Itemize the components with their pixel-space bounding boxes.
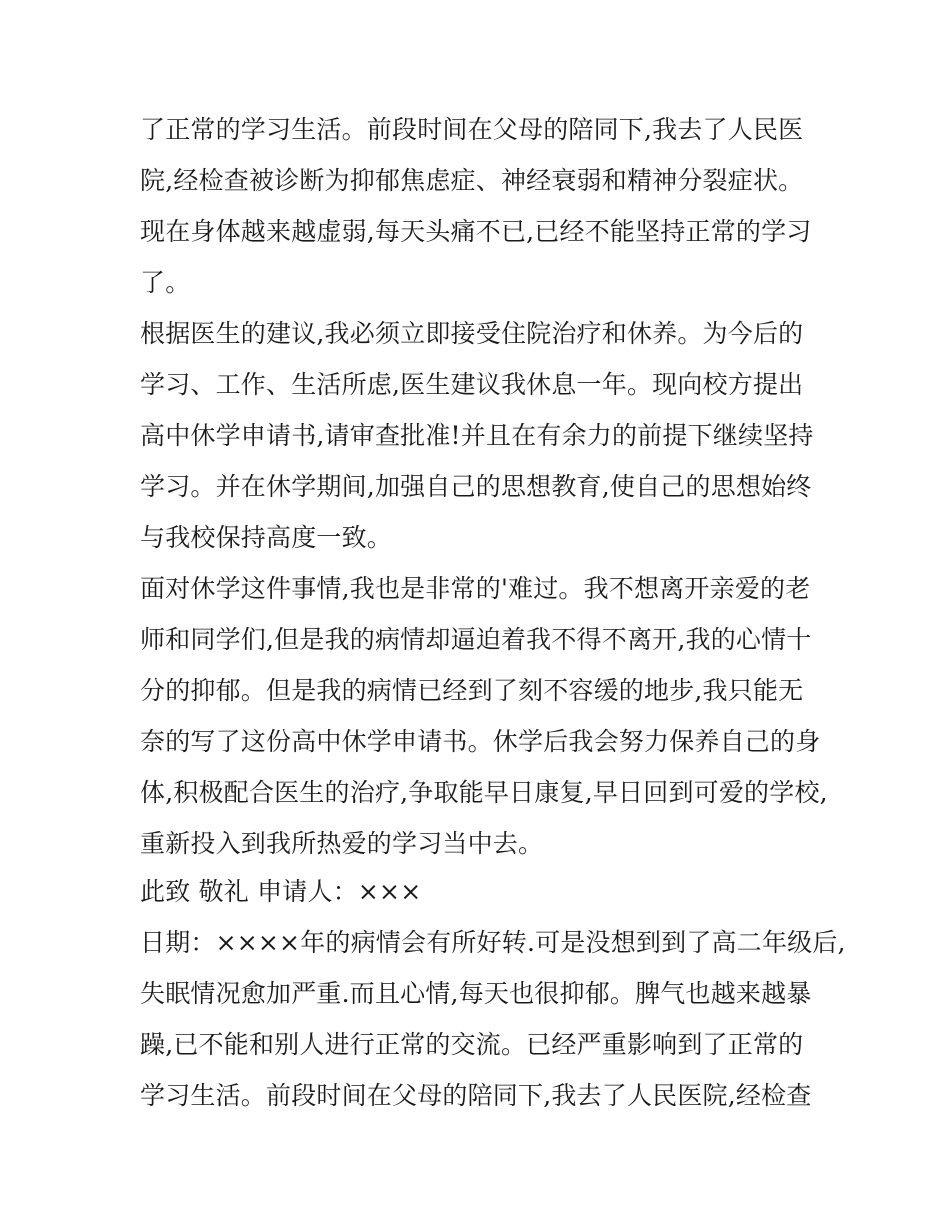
text-line: 学习生活。前段时间在父母的陪同下,我去了人民医院,经检查 <box>140 1081 812 1110</box>
text-line: 与我校保持高度一致。 <box>140 523 393 552</box>
text-line: 院,经检查被诊断为抑郁焦虑症、神经衰弱和精神分裂症状。 <box>140 166 804 195</box>
text-line: 了。 <box>140 268 191 297</box>
text-line: 重新投入到我所热爱的学习当中去。 <box>140 829 544 858</box>
text-line: 现在身体越来越虚弱,每天头痛不已,已经不能坚持正常的学习 <box>140 217 812 246</box>
text-line: 高中休学申请书,请审查批准!并且在有余力的前提下继续坚持 <box>140 421 814 450</box>
text-line: 了正常的学习生活。前段时间在父母的陪同下,我去了人民医 <box>140 115 804 144</box>
signature-line: 此致 敬礼 申请人：××× <box>140 877 422 906</box>
date-line: 日期：××××年的病情会有所好转.可是没想到到了高二年级后, <box>140 928 846 957</box>
text-line: 根据医生的建议,我必须立即接受住院治疗和休养。为今后的 <box>140 319 804 348</box>
text-line: 奈的写了这份高中休学申请书。休学后我会努力保养自己的身 <box>140 727 821 756</box>
text-line: 师和同学们,但是我的病情却逼迫着我不得不离开,我的心情十 <box>140 625 812 654</box>
text-line: 面对休学这件事情,我也是非常的'难过。我不想离开亲爱的老 <box>140 574 811 603</box>
text-line: 学习。并在休学期间,加强自己的思想教育,使自己的思想始终 <box>140 472 812 501</box>
text-line: 体,积极配合医生的治疗,争取能早日康复,早日回到可爱的学校, <box>140 778 828 807</box>
text-line: 分的抑郁。但是我的病情已经到了刻不容缓的地步,我只能无 <box>140 676 804 705</box>
text-line: 躁,已不能和别人进行正常的交流。已经严重影响到了正常的 <box>140 1030 804 1059</box>
text-line: 失眠情况愈加严重.而且心情,每天也很抑郁。脾气也越来越暴 <box>140 979 812 1008</box>
text-line: 学习、工作、生活所虑,医生建议我休息一年。现向校方提出 <box>140 370 804 399</box>
